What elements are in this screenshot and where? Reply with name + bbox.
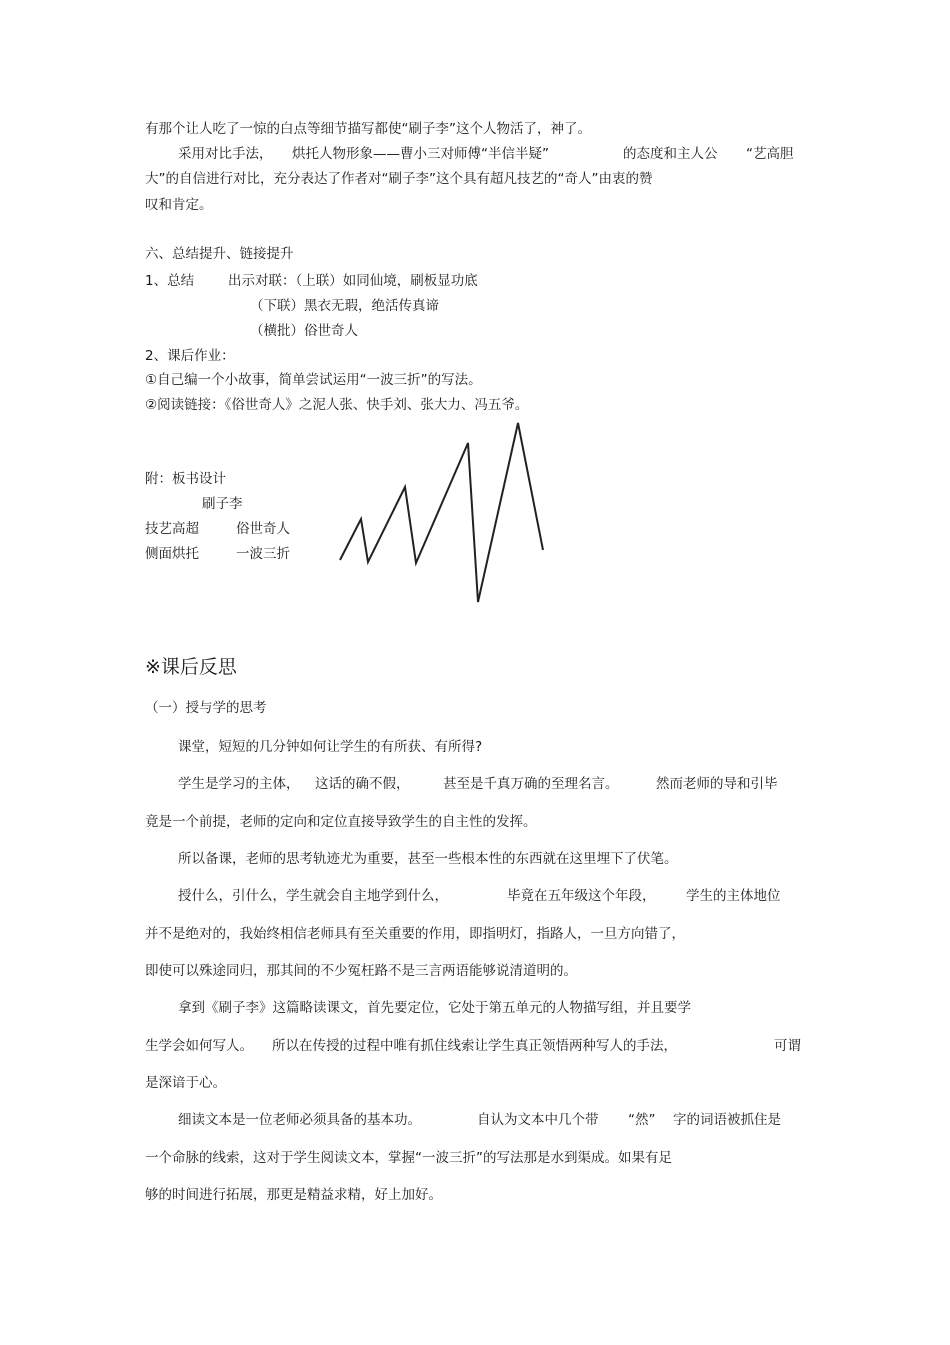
- text-line: 叹和肯定。: [145, 197, 213, 213]
- board-row-left: 技艺高超: [145, 521, 199, 537]
- couplet-upper: 出示对联：（上联）如同仙境，刷板显功底: [228, 273, 478, 289]
- paragraph-line: 所以备课，老师的思考轨迹尤为重要，甚至一些根本性的东西就在这里埋下了伏笔。: [178, 851, 678, 867]
- text-line: “艺高胆: [746, 146, 794, 162]
- paragraph-line: 够的时间进行拓展，那更是精益求精，好上加好。: [145, 1187, 442, 1203]
- paragraph-line: “然”: [628, 1112, 656, 1128]
- board-row-right: 俗世奇人: [236, 521, 290, 537]
- board-title: 附：板书设计: [145, 471, 226, 487]
- paragraph-line: 生学会如何写人。: [145, 1038, 253, 1054]
- couplet-lower: （下联）黑衣无瑕，绝活传真谛: [250, 298, 439, 314]
- paragraph-line: 即使可以殊途同归，那其间的不少冤枉路不是三言两语能够说清道明的。: [145, 963, 577, 979]
- text-line: 的态度和主人公: [623, 146, 718, 162]
- paragraph-line: 课堂，短短的几分钟如何让学生的有所获、有所得?: [178, 739, 483, 755]
- paragraph-line: 一个命脉的线索，这对于学生阅读文本，掌握“一波三折”的写法那是水到渠成。如果有足: [145, 1150, 672, 1166]
- homework-item: ①自己编一个小故事，简单尝试运用“一波三折”的写法。: [145, 372, 482, 388]
- board-row-right: 一波三折: [236, 546, 290, 562]
- paragraph-line: 甚至是千真万确的至理名言。: [443, 776, 619, 792]
- text-line: 有那个让人吃了一惊的白点等细节描写都使“刷子李”这个人物活了，神了。: [145, 121, 591, 137]
- paragraph-line: 字的词语被抓住是: [673, 1112, 781, 1128]
- paragraph-line: 毕竟在五年级这个年段，: [507, 888, 656, 904]
- paragraph-line: 可谓: [774, 1038, 801, 1054]
- section-heading: 六、总结提升、链接提升: [145, 246, 294, 262]
- summary-label: 1、总结: [145, 273, 195, 289]
- homework-item: ②阅读链接：《俗世奇人》之泥人张、快手刘、张大力、冯五爷。: [145, 397, 529, 413]
- board-center: 刷子李: [202, 496, 243, 512]
- paragraph-line: 自认为文本中几个带: [477, 1112, 599, 1128]
- paragraph-line: 拿到《刷子李》这篇略读课文，首先要定位，它处于第五单元的人物描写组，并且要学: [178, 1000, 691, 1016]
- board-row-left: 侧面烘托: [145, 546, 199, 562]
- paragraph-line: 并不是绝对的，我始终相信老师具有至关重要的作用，即指明灯，指路人，一旦方向错了，: [145, 926, 685, 942]
- text-line: 采用对比手法，: [178, 146, 273, 162]
- couplet-banner: （横批）俗世奇人: [250, 323, 358, 339]
- paragraph-line: 是深谙于心。: [145, 1075, 226, 1091]
- paragraph-line: 细读文本是一位老师必须具备的基本功。: [178, 1112, 421, 1128]
- paragraph-line: 授什么，引什么，学生就会自主地学到什么，: [178, 888, 448, 904]
- homework-label: 2、课后作业：: [145, 348, 235, 364]
- paragraph-line: 这话的确不假，: [315, 776, 410, 792]
- text-line: 烘托人物形象——曹小三对师傅“半信半疑”: [292, 146, 549, 162]
- reflection-subheading: （一）授与学的思考: [145, 700, 267, 716]
- paragraph-line: 学生的主体地位: [686, 888, 781, 904]
- paragraph-line: 竟是一个前提，老师的定向和定位直接导致学生的自主性的发挥。: [145, 814, 537, 830]
- reflection-heading: ※课后反思: [145, 656, 237, 678]
- text-line: 大”的自信进行对比，充分表达了作者对“刷子李”这个具有超凡技艺的“奇人”由衷的赞: [145, 171, 653, 187]
- paragraph-line: 学生是学习的主体，: [178, 776, 300, 792]
- paragraph-line: 所以在传授的过程中唯有抓住线索让学生真正领悟两种写人的手法，: [272, 1038, 677, 1054]
- zigzag-wave-drawing: [330, 415, 560, 615]
- paragraph-line: 然而老师的导和引毕: [656, 776, 778, 792]
